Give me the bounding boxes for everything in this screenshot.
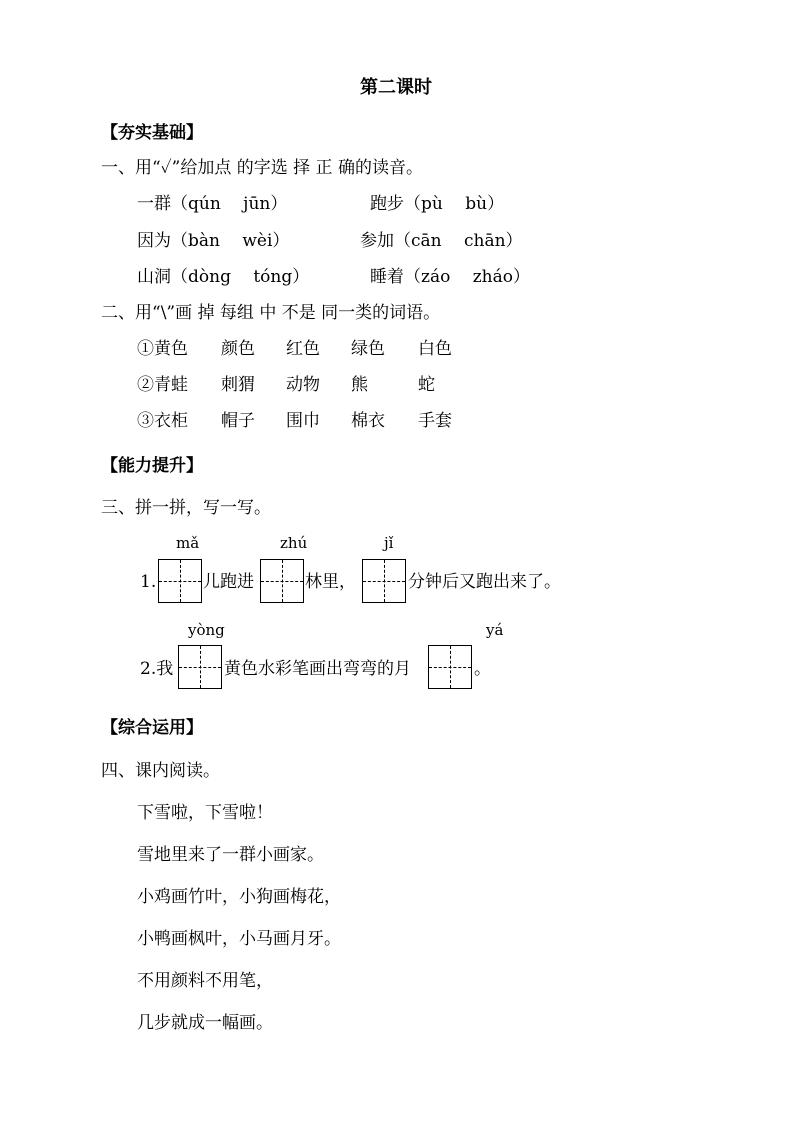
sentence-text: 林里， bbox=[305, 572, 356, 592]
pronunciation-item: 参加（cān chān） bbox=[360, 231, 523, 251]
poem-line: 小鸡画竹叶，小狗画梅花， bbox=[137, 887, 341, 907]
word-item: 红色 bbox=[286, 339, 320, 359]
sentence-text: 分钟后又跑出来了。 bbox=[408, 572, 561, 592]
word-item: 手套 bbox=[418, 411, 452, 431]
word-item: ①黄色 bbox=[137, 339, 188, 359]
word-item: 刺猬 bbox=[221, 375, 255, 395]
writing-box[interactable] bbox=[158, 559, 202, 603]
question-4-prompt: 四、课内阅读。 bbox=[101, 761, 220, 781]
writing-box[interactable] bbox=[178, 645, 222, 689]
sentence-text: 。 bbox=[474, 659, 491, 679]
word-item: 蛇 bbox=[418, 375, 435, 395]
poem-line: 下雪啦，下雪啦！ bbox=[137, 803, 273, 823]
section-header-ability: 【能力提升】 bbox=[101, 456, 203, 476]
section-header-basics: 【夯实基础】 bbox=[101, 123, 203, 143]
word-item: 围巾 bbox=[286, 411, 320, 431]
poem-line: 不用颜料不用笔， bbox=[137, 971, 273, 991]
word-item: 熊 bbox=[351, 375, 368, 395]
pinyin-label: mǎ bbox=[176, 534, 200, 552]
word-item: 白色 bbox=[418, 339, 452, 359]
sentence-text: 黄色水彩笔画出弯弯的月 bbox=[224, 659, 411, 679]
pronunciation-item: 跑步（pù bù） bbox=[370, 194, 505, 214]
poem-line: 小鸭画枫叶，小马画月牙。 bbox=[137, 929, 341, 949]
pronunciation-item: 山洞（dòng tóng） bbox=[137, 267, 310, 287]
sentence-text: 儿跑进 bbox=[203, 572, 254, 592]
pronunciation-item: 因为（bàn wèi） bbox=[137, 231, 290, 251]
poem-line: 雪地里来了一群小画家。 bbox=[137, 845, 324, 865]
section-header-application: 【综合运用】 bbox=[101, 718, 203, 738]
word-item: 帽子 bbox=[221, 411, 255, 431]
word-item: ③衣柜 bbox=[137, 411, 188, 431]
writing-box[interactable] bbox=[362, 559, 406, 603]
pinyin-label: yá bbox=[486, 621, 504, 639]
writing-box[interactable] bbox=[428, 645, 472, 689]
question-2-prompt: 二、用“\”画 掉 每组 中 不是 同一类的词语。 bbox=[101, 303, 441, 323]
pronunciation-item: 一群（qún jūn） bbox=[137, 194, 288, 214]
sentence-number: 2.我 bbox=[140, 659, 174, 679]
pinyin-label: zhú bbox=[280, 534, 308, 552]
page-title: 第二课时 bbox=[360, 77, 432, 98]
word-item: 颜色 bbox=[221, 339, 255, 359]
poem-line: 几步就成一幅画。 bbox=[137, 1013, 273, 1033]
question-1-prompt: 一、用“✓”给加点 的字选 择 正 确的读音。 bbox=[101, 158, 423, 178]
word-item: ②青蛙 bbox=[137, 375, 188, 395]
pinyin-label: jǐ bbox=[384, 534, 394, 552]
question-3-prompt: 三、拼一拼，写一写。 bbox=[101, 498, 271, 518]
pinyin-label: yòng bbox=[188, 621, 225, 639]
writing-box[interactable] bbox=[260, 559, 304, 603]
word-item: 绿色 bbox=[351, 339, 385, 359]
word-item: 棉衣 bbox=[351, 411, 385, 431]
sentence-number: 1. bbox=[140, 572, 157, 592]
pronunciation-item: 睡着（záo zháo） bbox=[370, 267, 531, 287]
word-item: 动物 bbox=[286, 375, 320, 395]
